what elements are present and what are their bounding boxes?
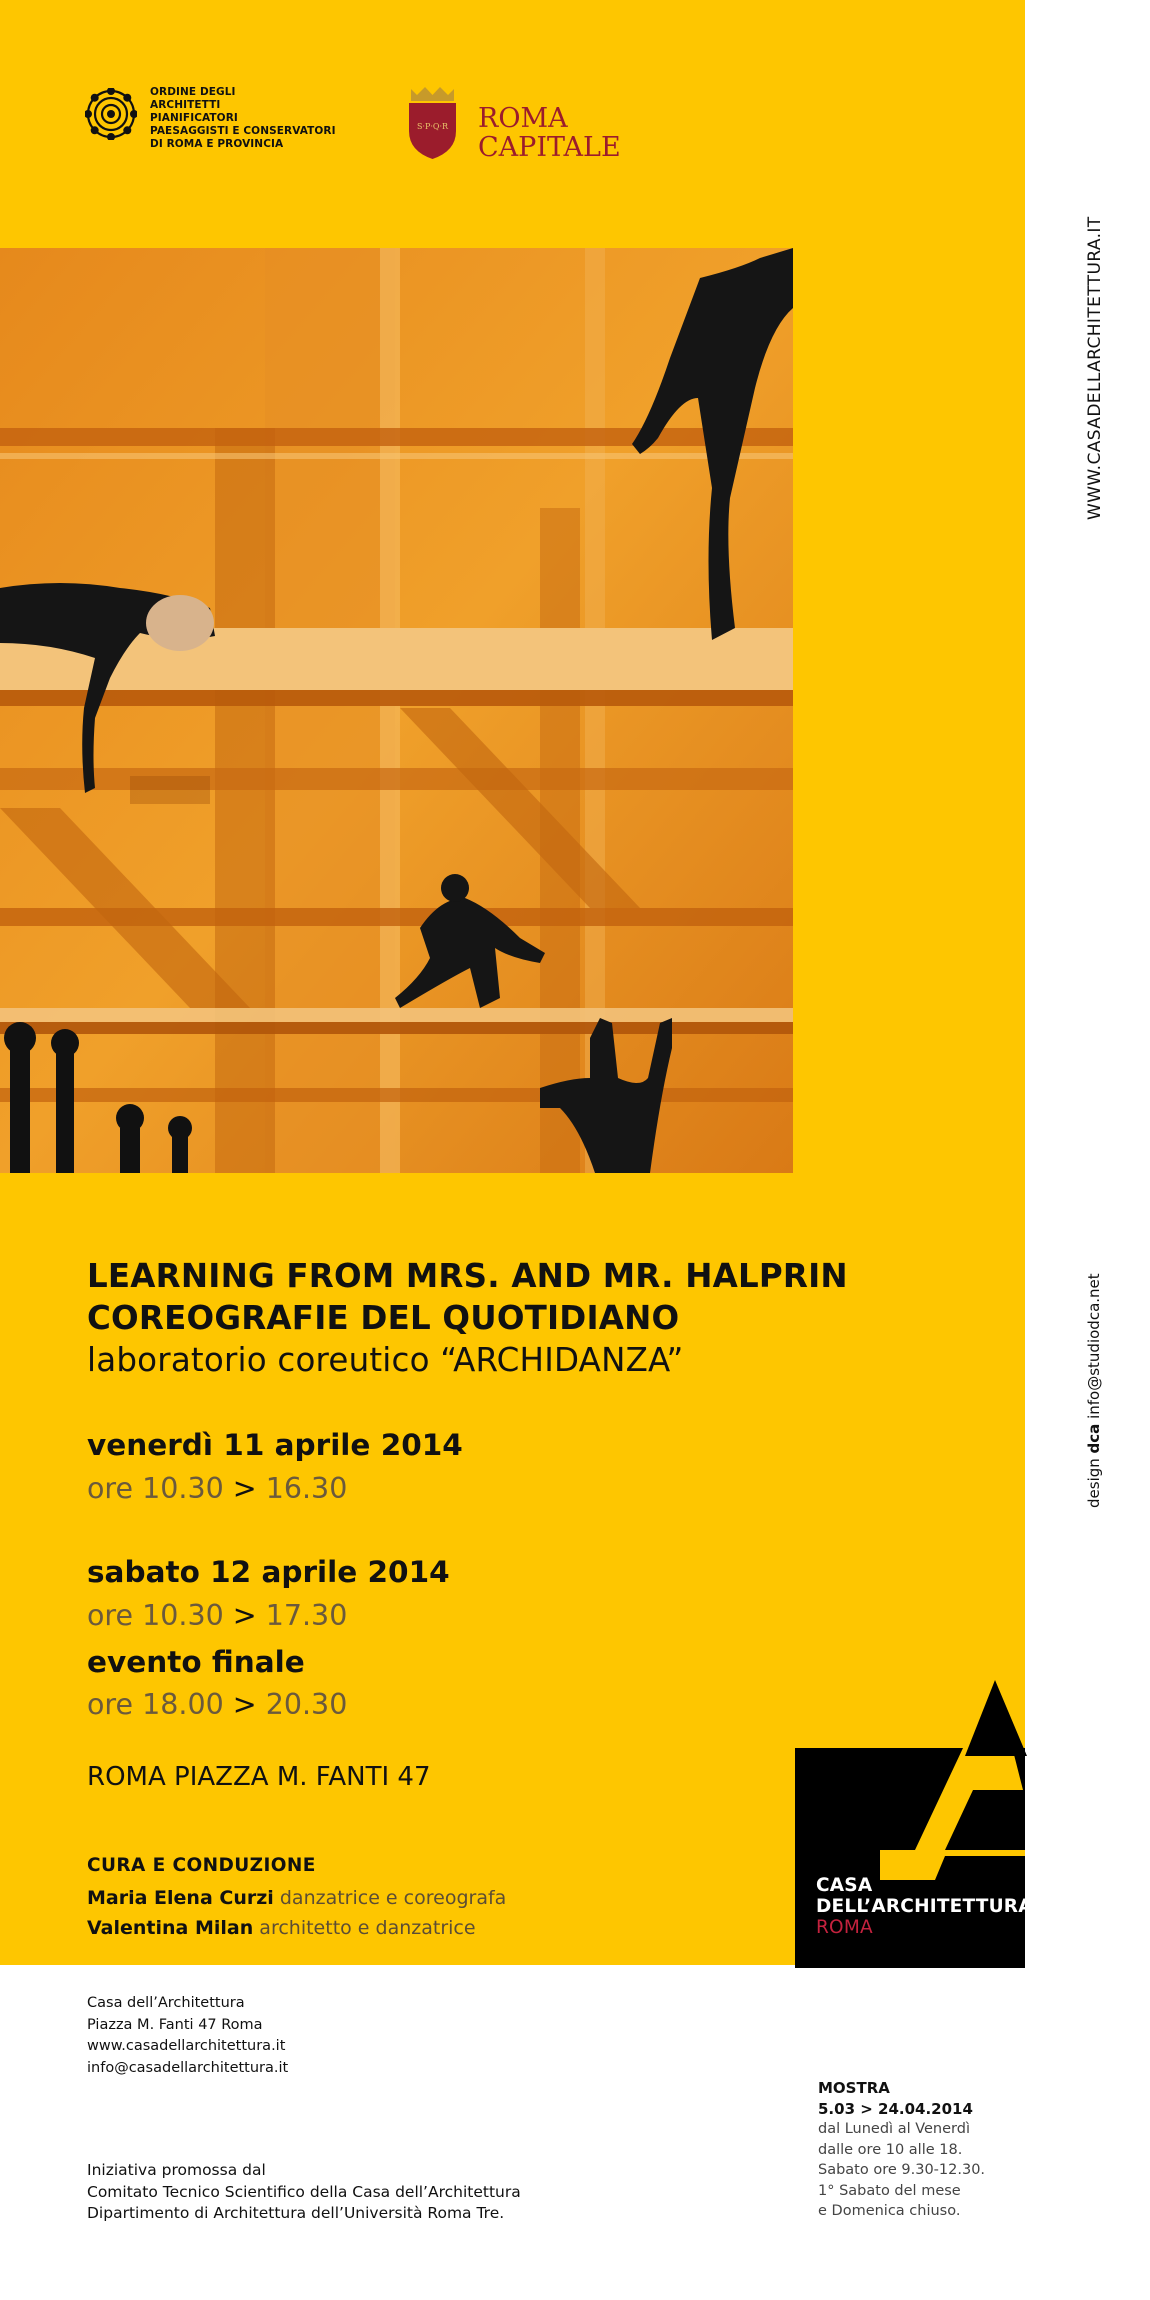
day2-date: sabato 12 aprile 2014 — [87, 1555, 450, 1589]
arrow: > — [232, 1472, 257, 1505]
final-event-time — [87, 1688, 347, 1721]
day2-time-start: ore 10.30 — [87, 1599, 224, 1632]
mostra-note: dal Lunedì al Venerdì — [818, 2121, 970, 2137]
email-link[interactable]: info@casadellarchitettura.it — [87, 2059, 289, 2076]
website-url-vertical[interactable]: WWW.CASADELLARCHITETTURA.IT — [1085, 216, 1105, 520]
design-prefix: design — [1085, 1458, 1103, 1508]
day2-time-end: 17.30 — [265, 1599, 348, 1632]
cura-title: CURA E CONDUZIONE — [87, 1855, 316, 1876]
person-name: Valentina Milan — [87, 1917, 254, 1939]
roma-capitale-shield-icon — [405, 85, 460, 161]
website-link[interactable]: www.casadellarchitettura.it — [87, 2038, 286, 2054]
ordine-line: ORDINE DEGLI — [150, 86, 236, 98]
address-line: Piazza M. Fanti 47 Roma — [87, 2016, 263, 2033]
person-name: Maria Elena Curzi — [87, 1887, 274, 1909]
final-time-end: 20.30 — [265, 1688, 348, 1721]
arrow: > — [232, 1599, 257, 1632]
title-line-3: laboratorio coreutico “ARCHIDANZA” — [87, 1341, 684, 1379]
promo-line: Iniziativa promossa dal — [87, 2161, 266, 2179]
casa-logo-line2: DELL’ARCHITETTURA — [816, 1896, 1033, 1917]
design-email[interactable]: info@studiodca.net — [1085, 1273, 1103, 1419]
cura-person — [87, 1887, 506, 1909]
mostra-info — [818, 2078, 985, 2222]
title-line-1: LEARNING FROM MRS. AND MR. HALPRIN — [87, 1257, 848, 1295]
day1-time-start: ore 10.30 — [87, 1472, 224, 1505]
mostra-dates: 5.03 > 24.04.2014 — [818, 2099, 973, 2118]
day1-date: venerdì 11 aprile 2014 — [87, 1428, 463, 1462]
day1-time-end: 16.30 — [265, 1472, 348, 1505]
mostra-note: e Domenica chiuso. — [818, 2203, 961, 2219]
mostra-title: MOSTRA — [818, 2079, 890, 2097]
ordine-line: ARCHITETTI — [150, 99, 221, 111]
ordine-architetti-logo-icon — [85, 88, 137, 140]
footer-promotion — [87, 2160, 521, 2225]
design-brand: dca — [1085, 1423, 1103, 1454]
cura-person — [87, 1917, 476, 1939]
ordine-line: DI ROMA E PROVINCIA — [150, 138, 284, 150]
mostra-note: 1° Sabato del mese — [818, 2182, 961, 2199]
event-title — [87, 1255, 848, 1381]
day2-time — [87, 1599, 347, 1632]
design-credit-vertical — [1085, 1273, 1103, 1508]
dancers-scaffolding-photo — [0, 248, 793, 1173]
ordine-line: PIANIFICATORI — [150, 112, 238, 124]
roma-capitale-text — [478, 104, 621, 162]
ordine-architetti-text — [150, 86, 336, 151]
footer-address — [87, 1993, 288, 2079]
roma-line: CAPITALE — [478, 132, 621, 163]
final-event-label: evento finale — [87, 1645, 305, 1679]
shield-text: S·P·Q·R — [416, 122, 449, 131]
person-role: architetto e danzatrice — [259, 1917, 476, 1939]
person-role: danzatrice e coreografa — [279, 1887, 507, 1909]
day1-time — [87, 1472, 347, 1505]
casa-logo-line1: CASA — [816, 1875, 873, 1896]
address-line: Casa dell’Architettura — [87, 1995, 245, 2011]
roma-line: ROMA — [478, 103, 568, 134]
arrow: > — [232, 1688, 257, 1721]
promo-line: Comitato Tecnico Scientifico della Casa dell’Architettura — [87, 2182, 521, 2201]
promo-line: Dipartimento di Architettura dell’Università Roma Tre. — [87, 2204, 505, 2222]
title-line-2: COREOGRAFIE DEL QUOTIDIANO — [87, 1299, 680, 1337]
final-time-start: ore 18.00 — [87, 1688, 224, 1721]
mostra-note: Sabato ore 9.30-12.30. — [818, 2162, 986, 2178]
mostra-note: dalle ore 10 alle 18. — [818, 2141, 963, 2158]
ordine-line: PAESAGGISTI E CONSERVATORI — [150, 125, 336, 137]
casa-logo-line3: ROMA — [816, 1917, 873, 1938]
event-place: ROMA PIAZZA M. FANTI 47 — [87, 1762, 431, 1792]
